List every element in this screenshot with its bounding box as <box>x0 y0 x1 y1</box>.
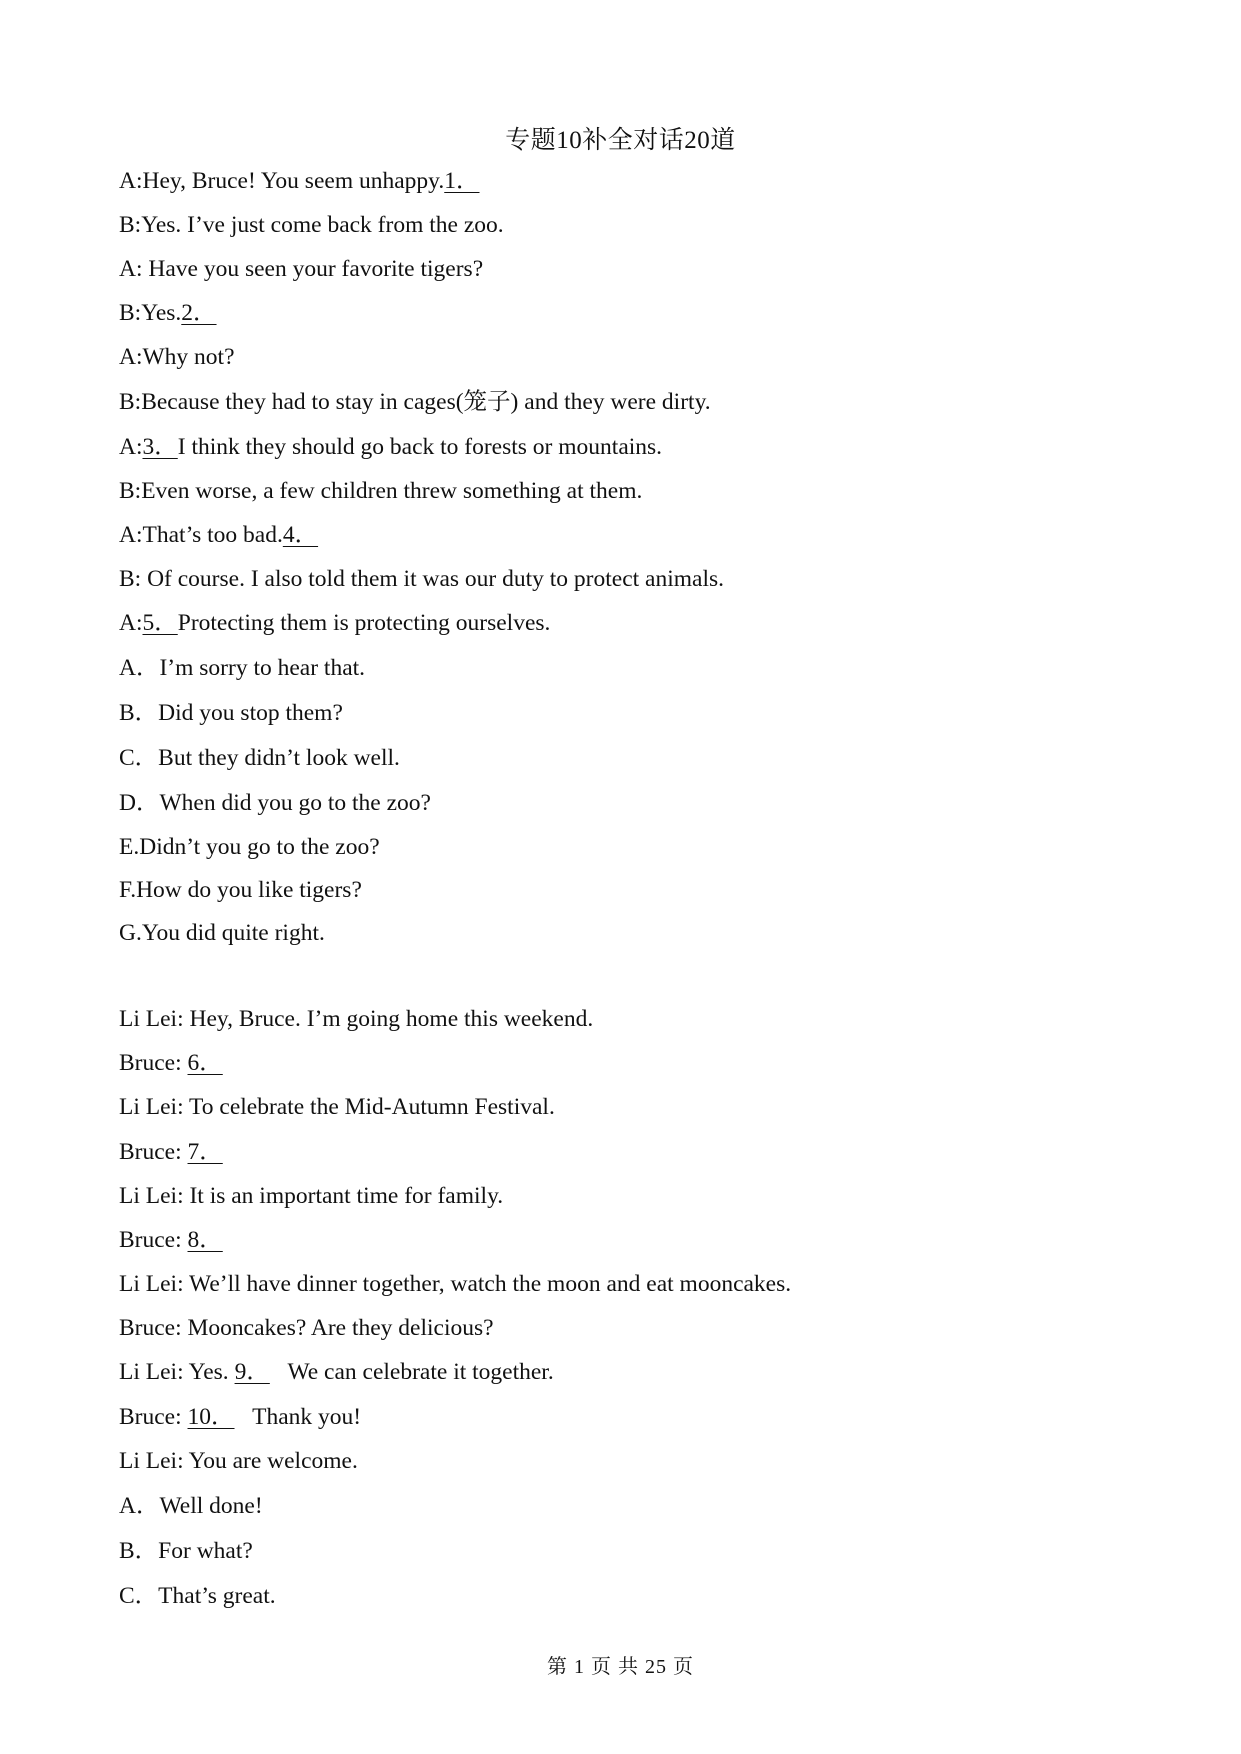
option-item: A．Well done! <box>119 1493 263 1519</box>
option-item: B．Did you stop them? <box>119 700 343 726</box>
blank-8: 8． <box>187 1227 223 1253</box>
dialogue2-line-5: Li Lei: It is an important time for family. <box>119 1183 504 1209</box>
dialogue1-line-10: B: Of course. I also told them it was our duty to protect animals. <box>119 566 725 592</box>
dialogue1-line-8: B:Even worse, a few children threw something at them. <box>119 478 643 504</box>
dialogue2-line-8: Bruce: Mooncakes? Are they delicious? <box>119 1315 494 1341</box>
dialogue1-line-1: A:Hey, Bruce! You seem unhappy.1． <box>119 168 480 194</box>
option-item: A．I’m sorry to hear that. <box>119 655 366 681</box>
option-item: D．When did you go to the zoo? <box>119 790 431 816</box>
dialogue2-line-11: Li Lei: You are welcome. <box>119 1448 358 1474</box>
blank-5: 5． <box>142 610 178 636</box>
blank-4: 4． <box>282 522 319 548</box>
blank-7: 7． <box>187 1139 223 1165</box>
dialogue1-line-9: A:That’s too bad.4． <box>119 522 319 548</box>
option-item: C．But they didn’t look well. <box>119 745 400 771</box>
option-item: C．That’s great. <box>119 1583 276 1609</box>
dialogue2-line-10: Bruce: 10． Thank you! <box>119 1404 362 1430</box>
dialogue1-line-2: B:Yes. I’ve just come back from the zoo. <box>119 212 504 238</box>
blank-6: 6． <box>187 1050 223 1076</box>
blank-10: 10． <box>187 1404 235 1430</box>
option-item: G.You did quite right. <box>119 920 325 946</box>
blank-3: 3． <box>142 434 178 460</box>
blank-9: 9． <box>234 1359 270 1385</box>
dialogue2-line-3: Li Lei: To celebrate the Mid-Autumn Festival. <box>119 1094 555 1120</box>
dialogue2-line-6: Bruce: 8． <box>119 1227 223 1253</box>
dialogue1-line-6: B:Because they had to stay in cages(笼子) and they were dirty. <box>119 389 711 415</box>
dialogue2-line-1: Li Lei: Hey, Bruce. I’m going home this weekend. <box>119 1006 594 1032</box>
dialogue1-line-4: B:Yes.2． <box>119 300 217 326</box>
option-item: F.How do you like tigers? <box>119 877 362 903</box>
dialogue2-line-9: Li Lei: Yes. 9． We can celebrate it together. <box>119 1359 554 1385</box>
dialogue2-line-4: Bruce: 7． <box>119 1139 223 1165</box>
blank-1: 1． <box>444 168 480 194</box>
option-item: E.Didn’t you go to the zoo? <box>119 834 380 860</box>
dialogue2-line-7: Li Lei: We’ll have dinner together, watch the moon and eat mooncakes. <box>119 1271 792 1297</box>
dialogue1-line-3: A: Have you seen your favorite tigers? <box>119 256 484 282</box>
blank-2: 2． <box>181 300 217 326</box>
option-item: B．For what? <box>119 1538 253 1564</box>
document-title: 专题10补全对话20道 <box>505 127 736 154</box>
dialogue1-line-11: A:5．Protecting them is protecting ourselves. <box>119 610 551 636</box>
dialogue2-line-2: Bruce: 6． <box>119 1050 223 1076</box>
dialogue1-line-7: A:3．I think they should go back to forests or mountains. <box>119 434 663 460</box>
dialogue1-line-5: A:Why not? <box>119 344 235 370</box>
page-footer: 第 1 页 共 25 页 <box>547 1656 694 1678</box>
